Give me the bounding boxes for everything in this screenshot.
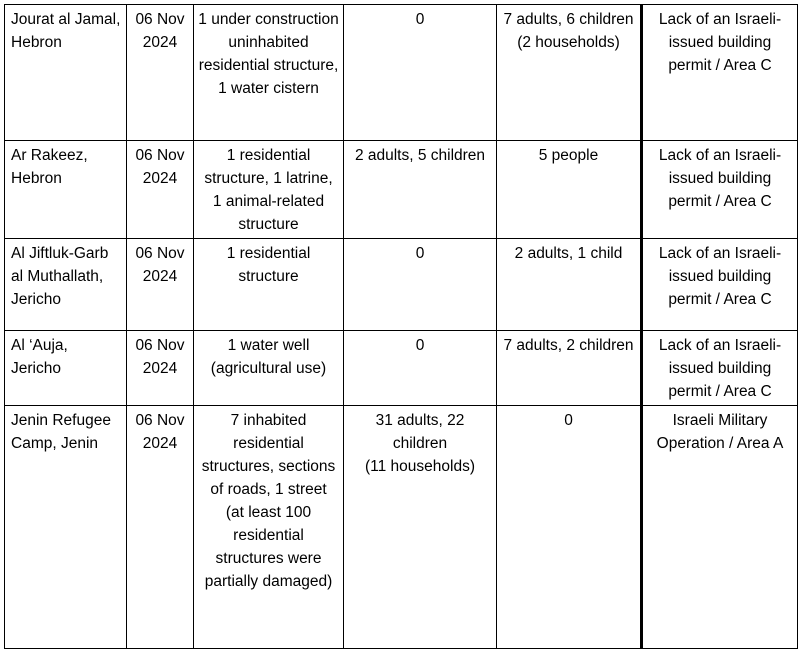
affected-cell: 2 adults, 1 child [497, 239, 642, 331]
displaced-cell: 0 [344, 5, 497, 141]
displaced-cell: 2 adults, 5 children [344, 141, 497, 239]
table-row [5, 239, 798, 331]
date-cell: 06 Nov 2024 [127, 5, 194, 141]
date-cell: 06 Nov 2024 [127, 141, 194, 239]
structures-cell: 1 under construction uninhabited residential structure, 1 water cistern [194, 5, 344, 141]
reason-cell: Israeli Military Operation / Area A [642, 406, 798, 649]
table-row [5, 5, 798, 141]
location-cell: Jourat al Jamal, Hebron [5, 5, 127, 141]
affected-cell: 5 people [497, 141, 642, 239]
structures-cell: 1 water well (agricultural use) [194, 331, 344, 406]
table-row [5, 141, 798, 239]
reason-cell: Lack of an Israeli-issued building permit / Area C [642, 239, 798, 331]
table-row [5, 406, 798, 649]
location-cell: Al ‘Auja, Jericho [5, 331, 127, 406]
location-cell: Jenin Refugee Camp, Jenin [5, 406, 127, 649]
affected-cell: 0 [497, 406, 642, 649]
date-cell: 06 Nov 2024 [127, 239, 194, 331]
structures-cell: 1 residential structure [194, 239, 344, 331]
table-row [5, 331, 798, 406]
demolitions-table [4, 4, 798, 649]
displaced-cell: 0 [344, 331, 497, 406]
affected-cell: 7 adults, 6 children (2 households) [497, 5, 642, 141]
reason-cell: Lack of an Israeli-issued building permit / Area C [642, 141, 798, 239]
displaced-cell: 0 [344, 239, 497, 331]
affected-cell: 7 adults, 2 children [497, 331, 642, 406]
location-cell: Ar Rakeez, Hebron [5, 141, 127, 239]
structures-cell: 7 inhabited residential structures, sections of roads, 1 street (at least 100 residential structures were partially damaged) [194, 406, 344, 649]
structures-cell: 1 residential structure, 1 latrine, 1 animal-related structure [194, 141, 344, 239]
location-cell: Al Jiftluk-Garb al Muthallath, Jericho [5, 239, 127, 331]
reason-cell: Lack of an Israeli-issued building permit / Area C [642, 5, 798, 141]
displaced-cell: 31 adults, 22 children (11 households) [344, 406, 497, 649]
date-cell: 06 Nov 2024 [127, 406, 194, 649]
date-cell: 06 Nov 2024 [127, 331, 194, 406]
reason-cell: Lack of an Israeli-issued building permit / Area C [642, 331, 798, 406]
